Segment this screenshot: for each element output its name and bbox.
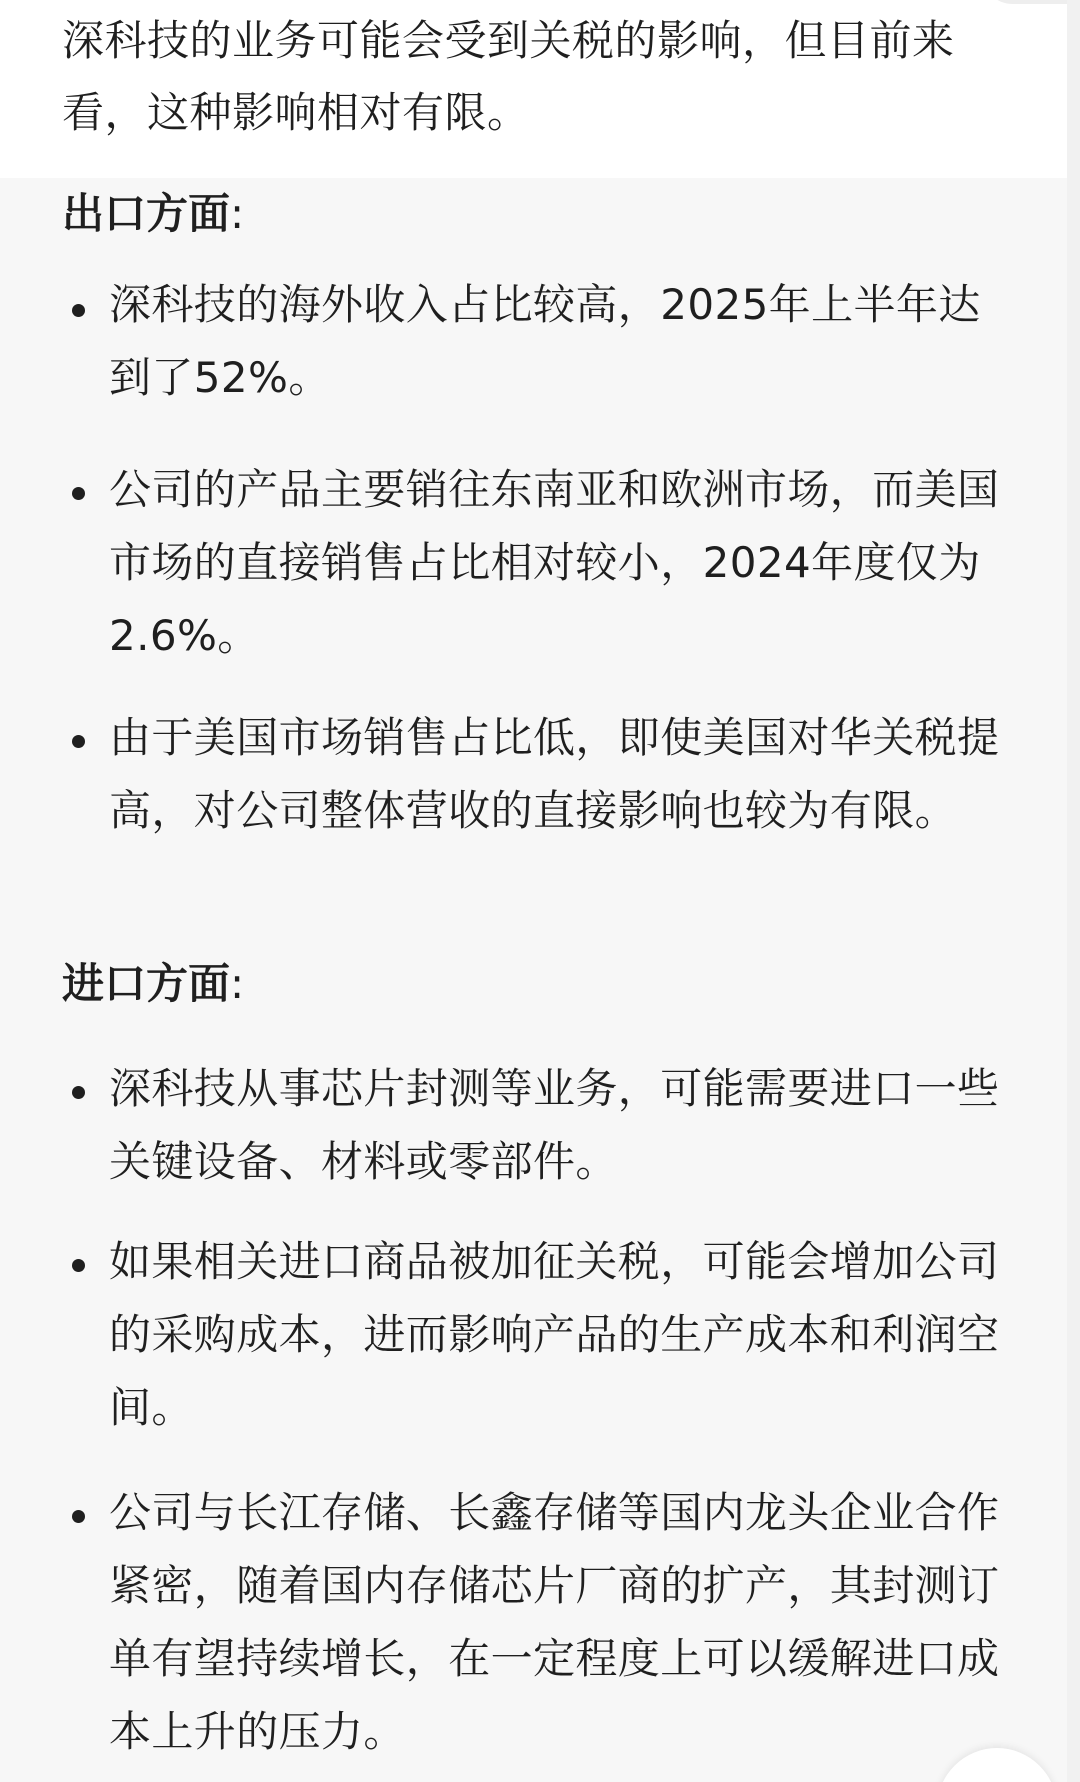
- scroll-edge-strip: [1067, 0, 1080, 1782]
- bullet-text: 由于美国市场销售占比低，即使美国对华关税提高，对公司整体营收的直接影响也较为有限。: [109, 713, 1000, 835]
- bullet-dot-icon: [72, 735, 85, 748]
- section-heading-import: [62, 956, 244, 1012]
- section-heading-colon: :: [230, 959, 245, 1008]
- section-heading-label: 进口方面: [62, 959, 231, 1008]
- bullet-dot-icon: [72, 1086, 85, 1099]
- intro-text: 深科技的业务可能会受到关税的影响，但目前来看，这种影响相对有限。: [62, 16, 955, 137]
- bullet-text: 公司的产品主要销往东南亚和欧洲市场，而美国市场的直接销售占比相对较小，2024年度仅为2.6%。: [109, 465, 1000, 660]
- section-heading-export: [62, 186, 244, 242]
- top-right-corner-decoration: [981, 0, 1067, 4]
- bullet-dot-icon: [72, 1510, 85, 1523]
- bullet-text: 深科技的海外收入占比较高，2025年上半年达到了52%。: [109, 280, 981, 402]
- bullet-text: 如果相关进口商品被加征关税，可能会增加公司的采购成本，进而影响产品的生产成本和利润空间。: [109, 1237, 1000, 1432]
- bullet-dot-icon: [72, 1259, 85, 1272]
- bullet-text: 深科技从事芯片封测等业务，可能需要进口一些关键设备、材料或零部件。: [109, 1064, 1000, 1186]
- bullet-dot-icon: [72, 487, 85, 500]
- bullet-text: 公司与长江存储、长鑫存储等国内龙头企业合作紧密，随着国内存储芯片厂商的扩产，其封测订单有望持续增长，在一定程度上可以缓解进口成本上升的压力。: [109, 1488, 1000, 1756]
- bullet-dot-icon: [72, 304, 85, 317]
- intro-card: [0, 0, 1067, 178]
- section-heading-colon: :: [230, 189, 245, 238]
- section-heading-label: 出口方面: [62, 189, 231, 238]
